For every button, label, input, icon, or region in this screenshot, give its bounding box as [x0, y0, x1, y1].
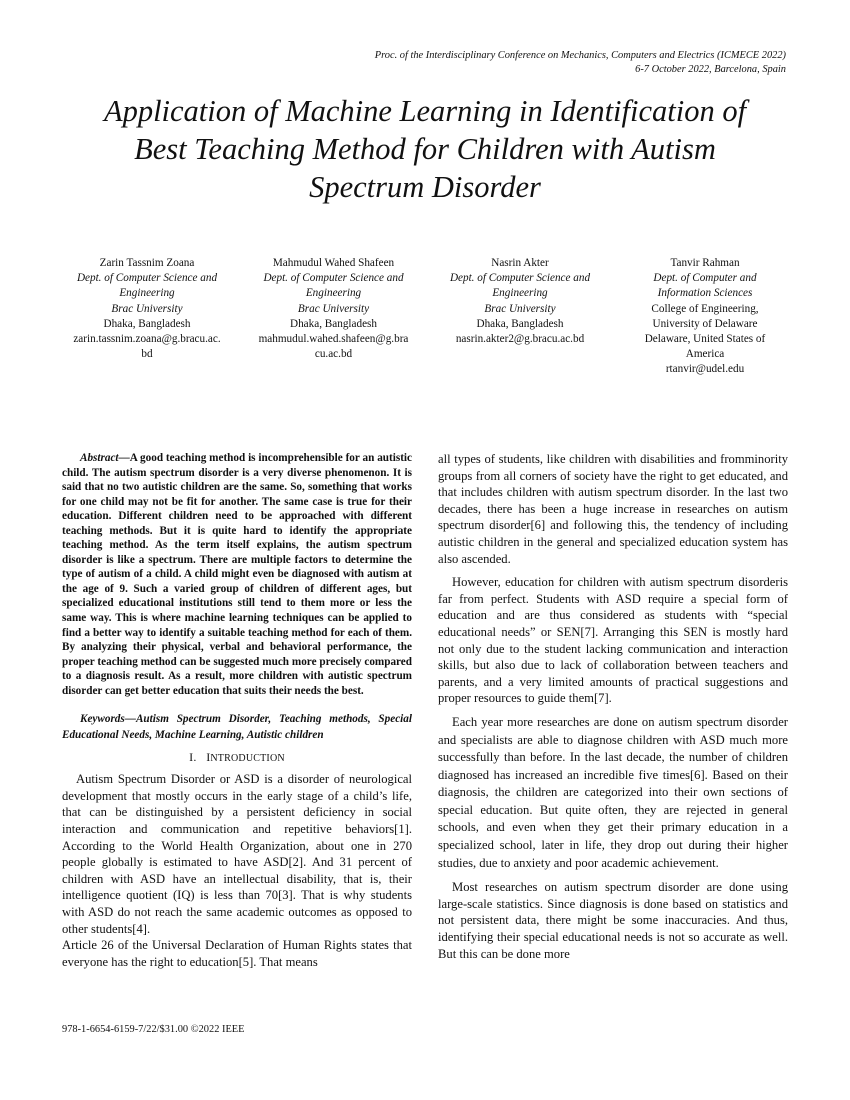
- left-column: [62, 451, 412, 970]
- author-block: [246, 256, 421, 362]
- body-paragraph: all types of students, like children with disabilities and fromminority groups from all corners of society have the right to get educated, and that includes children with autism spectrum disorder. In the last two decades, there has been a huge increase in researches on autism spectrum disorder[6] and following this, the tendency of including autistic children in the general and specialized education system has also ascended.: [438, 452, 788, 566]
- title-line: Best Teaching Method for Children with Autism: [134, 132, 716, 166]
- author-location: Delaware, United States of: [644, 333, 766, 346]
- author-location: America: [685, 348, 725, 361]
- author-dept: Dept. of Computer Science and: [76, 272, 218, 285]
- author-location: Dhaka, Bangladesh: [476, 317, 564, 330]
- body-paragraph: Each year more researches are done on autism spectrum disorder and specialists are able to diagnose children with ASD much more successfully than before. In the last decade, the number of children diagnosed has increased an incredible five times[6]. Based on their diagnosis, the children are categorized into their own sections of special education. But quite often, they are rejected in general schools, and even when they get their primary education in a specialized school, later in life, they drop out during their higher studies, due to anxiety and poor academic achievement.: [438, 714, 788, 870]
- body-paragraph: Most researches on autism spectrum disorder are done using large-scale statistics. Since diagnosis is done based on statistics and not persistent data, there might be some inaccuracies. And thus, identifying their special educational needs is not so accurate as well. But this can be done more: [438, 880, 788, 961]
- author-org: Brac University: [297, 302, 370, 315]
- author-dept: Dept. of Computer Science and: [263, 272, 404, 285]
- author-dept: Information Sciences: [657, 287, 753, 300]
- section-number: I.: [189, 749, 197, 764]
- intro-paragraph: Article 26 of the Universal Declaration of Human Rights states that everyone has the right to education[5]. That means: [62, 938, 412, 969]
- title-line: Spectrum Disorder: [309, 170, 541, 204]
- conference-header: Proc. of the Interdisciplinary Conference on Mechanics, Computers and Electrics (ICMECE 2022): [374, 50, 786, 61]
- author-email: nasrin.akter2@g.bracu.ac.bd: [455, 333, 585, 346]
- section-heading-introduction: [62, 749, 412, 768]
- author-block: [436, 256, 604, 347]
- author-name: Nasrin Akter: [491, 257, 549, 269]
- author-location: Dhaka, Bangladesh: [103, 317, 191, 330]
- author-location: Dhaka, Bangladesh: [290, 317, 377, 330]
- author-dept: Engineering: [492, 287, 548, 300]
- abstract: [62, 451, 412, 698]
- right-column: [438, 451, 788, 962]
- title-line: Application of Machine Learning in Identification of: [103, 94, 747, 128]
- author-block: [62, 256, 232, 362]
- abstract-label: Abstract: [80, 452, 119, 464]
- author-name: Mahmudul Wahed Shafeen: [272, 257, 395, 269]
- abstract-text: —A good teaching method is incomprehensible for an autistic child. The autism spectrum disorder is a very diverse phenomenon. It is said that no two autistic children are the same. So, something that works for one child may not be fit for another. The same case is true for their education. Different children need to be approached with different teaching methods. But it is quite hard to identify the appropriate teaching method. As the term itself explains, the autism spectrum disorder is like a spectrum. There are multiple factors to determine the type of autism of a child. A child might even be diagnosed with autism at the age of 9. Such a varied group of children of different ages, but specialized educational institutions still tend to them more or less the same way. This is where machine learning techniques can be applied to find a better way to identify a suitable teaching method for each of them. By analyzing their physical, verbal and behavioral performance, the proper teaching method can be suggested much more precisely compared to a diagnosis result. As a result, more children with autistic spectrum disorder can get better education that suits their needs the best.: [62, 452, 412, 697]
- author-dept: Engineering: [119, 287, 175, 300]
- author-email: bd: [141, 348, 153, 361]
- author-email: zarin.tassnim.zoana@g.bracu.ac.: [73, 333, 221, 346]
- author-org: Brac University: [111, 302, 183, 315]
- conference-date: 6-7 October 2022, Barcelona, Spain: [635, 64, 786, 75]
- author-email: cu.ac.bd: [314, 348, 353, 361]
- author-org: College of Engineering,: [651, 302, 759, 315]
- copyright-footer: 978-1-6654-6159-7/22/$31.00 ©2022 IEEE: [62, 1024, 245, 1035]
- author-name: Tanvir Rahman: [670, 257, 740, 269]
- author-block: [620, 256, 790, 378]
- author-name: Zarin Tassnim Zoana: [99, 257, 195, 269]
- author-dept: Dept. of Computer Science and: [449, 272, 591, 285]
- section-title-rest: NTRODUCTION: [210, 752, 285, 764]
- author-dept: Dept. of Computer and: [653, 272, 757, 285]
- keywords: Keywords—Autism Spectrum Disorder, Teaching methods, Special Educational Needs, Machine Learning, Autistic children: [62, 713, 412, 741]
- author-email: rtanvir@udel.edu: [665, 363, 745, 376]
- author-dept: Engineering: [305, 287, 362, 300]
- body-paragraph: However, education for children with autism spectrum disorderis far from perfect. Students with ASD require a special form of education and are thus considered as students with “special educational needs” or SEN[7]. Arranging this SEN is mostly hard not only due to the student lacking communication and interaction skills, but also due to lack of collaboration between teachers and parents, and a very limited amounts of practical suggestions and proper resources to guide them[7].: [438, 575, 788, 706]
- author-org: University of Delaware: [652, 317, 758, 330]
- author-org: Brac University: [484, 302, 556, 315]
- paper-title: [40, 92, 810, 206]
- author-email: mahmudul.wahed.shafeen@g.bra: [258, 333, 409, 346]
- section-initial: I: [206, 749, 211, 764]
- intro-paragraph: Autism Spectrum Disorder or ASD is a disorder of neurological development that mostly occurs in the early stage of a child’s life, that can be distinguished by a persistent deficiency in social interaction and communication and repetitive behaviors[1]. According to the World Health Organization, about one in 270 people globally is estimated to have ASD[2]. And 31 percent of children with ASD have an intellectual disability, that is, their intelligence quotient (IQ) is less than 70[3]. That is why students with ASD do not reach the same academic outcomes as opposed to other students[4].: [62, 772, 412, 936]
